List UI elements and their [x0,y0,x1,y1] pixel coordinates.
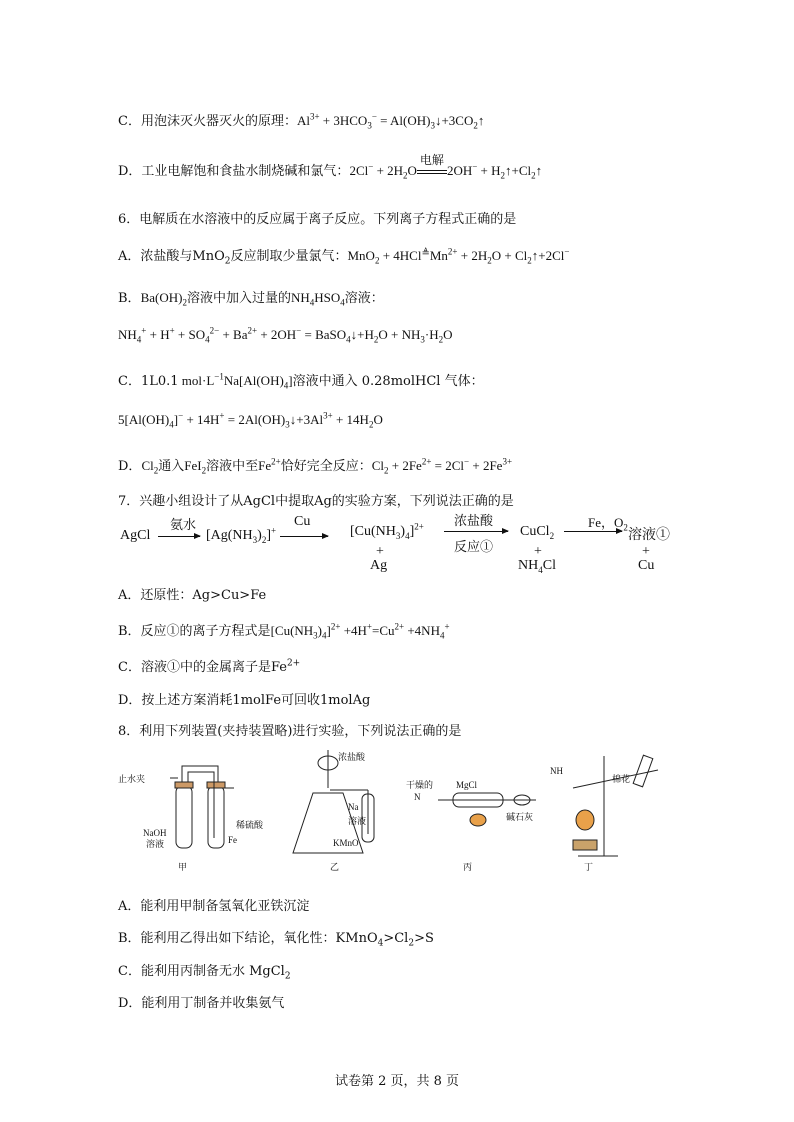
label-hcl: 浓盐酸 [338,752,366,762]
question-6: 6．电解质在水溶液中的反应属于离子反应。下列离子方程式正确的是 [118,212,517,227]
option-8a: A．能利用甲制备氢氧化亚铁沉淀 [118,899,310,914]
reaction-scheme: AgCl 氨水 $[Ag(NH_3)_2]^+$ Cu $[Cu(NH_3)_4]^{2+}$ + Ag 浓盐酸 反应① CuCl$_2$ + $NH_4Cl$ Fe，$O_2$ 溶液① + Cu [120,513,670,575]
label-na2s: Na [348,802,359,812]
option-8b: B．能利用乙得出如下结论，氧化性：$KMnO_4>Cl_2>S$ [118,931,434,949]
label-dry: 干燥的 [406,780,434,790]
option-5c: C．用泡沫灭火器灭火的原理：$Al^{3+} + 3HCO_3^-$ = $Al(OH)_3↓+3CO_2↑$ [118,111,485,131]
label-nh4cl: NH [550,766,563,776]
label-naoh: NaOH [143,828,167,838]
label-yi: 乙 [330,862,340,872]
option-6c: C．1L0.1 $mol\cdot L^{-1}Na[Al(OH)_4]$溶液中通入 0.28molHCl 气体： [118,371,484,391]
label-naoh-sol: 溶液 [146,839,165,849]
label-jia: 甲 [178,862,188,872]
label-na2s-sol: 溶液 [348,816,367,826]
question-7: 7．兴趣小组设计了从AgCl中提取Ag的实验方案，下列说法正确的是 [118,494,514,509]
option-7d: D．按上述方案消耗1molFe可回收1molAg [118,693,371,708]
label-cotton: 棉花 [612,774,631,784]
label-soda: 碱石灰 [506,812,534,822]
option-7b: B．反应①的离子方程式是$[Cu(NH_3)_4]^{2+} +4H^+=Cu^{2+} +4NH_4^+$ [118,621,450,641]
question-8: 8．利用下列装置(夹持装置略)进行实验，下列说法正确的是 [118,724,462,739]
option-6b-equation: $NH_4^+ + H^+ + SO_4^{2-} + Ba^{2+} + 2OH^-$ = $BaSO_4↓+H_2O + NH_3\cdot H_2O$ [118,325,453,345]
label-ding: 丁 [584,862,594,872]
label-stopcock: 止水夹 [118,774,146,784]
label-n2: N [414,792,421,802]
apparatus-drawing [118,748,678,873]
label-fe: Fe [228,835,237,845]
page-footer: 试卷第 2 页，共 8 页 [334,1074,460,1089]
apparatus-figure [118,748,678,873]
option-6d: D．$Cl_2$通入FeI$_2$溶液中至$Fe^{2+}$恰好完全反应：$Cl_2 + 2Fe^{2+} = 2Cl^- + 2Fe^{3+}$ [118,456,513,476]
option-8d: D．能利用丁制备并收集氨气 [118,996,285,1011]
option-6a: A．浓盐酸与MnO$_2$反应制取少量氯气：$MnO_2 + 4HCl^≜Mn^{2+} + 2H_2O$ + $Cl_2↑+2Cl^-$ [118,246,570,267]
option-7a: A．还原性：Ag>Cu>Fe [118,588,267,603]
option-5d: D．工业电解饱和食盐水制烧碱和氯气：$2Cl^- + 2H_2O$ 电解 $2OH^- + H_2↑+Cl_2↑$ [118,153,543,181]
label-h2so4: 稀硫酸 [236,820,264,830]
option-6b: B．$Ba(OH)_2$溶液中加入过量的$NH_4HSO_4$溶液： [118,290,384,308]
option-6c-equation: $5[Al(OH)_4]^- + 14H^+$ = $2Al(OH)_3↓+3Al^{3+} + 14H_2O$ [118,410,383,430]
option-8c: C．能利用丙制备无水 MgCl$_2$ [118,964,291,982]
option-7c: C．溶液①中的金属离子是$Fe^{2+}$ [118,658,301,675]
label-mgcl: MgCl [456,780,478,790]
label-bing: 丙 [463,862,473,872]
label-kmno4: KMnO [333,838,359,848]
